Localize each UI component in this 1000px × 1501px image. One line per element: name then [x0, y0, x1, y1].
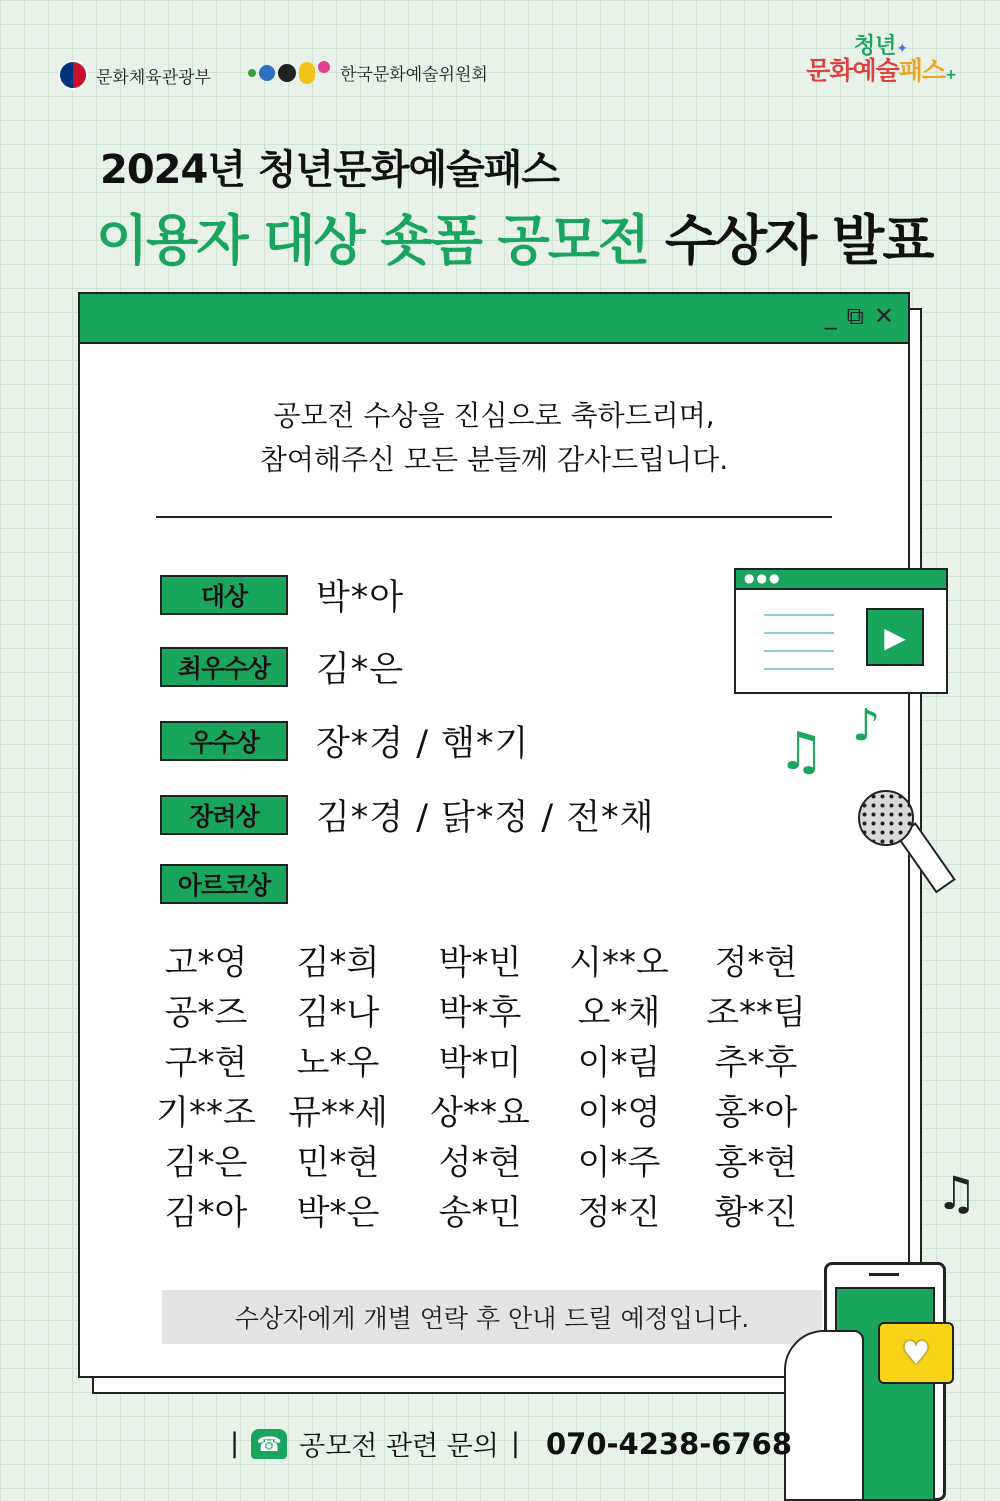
winner-name: 조**팀 [706, 992, 806, 1033]
winner-name: 김*은 [164, 1142, 248, 1183]
winner-name: 기**조 [156, 1092, 256, 1133]
award-winners: 박*아 [316, 578, 405, 618]
winner-name: 오*채 [577, 992, 661, 1033]
event-title: 2024년 청년문화예술패스 [100, 147, 560, 193]
award-row-arko [160, 864, 288, 904]
winner-name: 김*희 [296, 942, 380, 983]
brand-line2a: 문화예술 [806, 56, 899, 85]
winner-name: 박*후 [438, 992, 522, 1033]
table-row [140, 1084, 830, 1134]
restore-icon: ⧉ [846, 302, 864, 330]
ministry-name: 문화체육관광부 [96, 67, 211, 88]
winner-name: 민*현 [296, 1142, 380, 1183]
sparkle-icon: ✦ [896, 41, 909, 57]
winner-name: 고*영 [164, 942, 248, 983]
award-row-encouragement [160, 790, 654, 840]
winner-name: 김*나 [296, 992, 380, 1033]
winner-name: 박*빈 [438, 942, 522, 983]
music-note-icon: ♫ [936, 1166, 978, 1220]
award-badge: 장려상 [160, 795, 288, 835]
inquiry-footer [230, 1424, 792, 1463]
winner-name: 노*우 [296, 1042, 380, 1083]
award-badge: 대상 [160, 575, 288, 615]
award-badge: 우수상 [160, 721, 288, 761]
inquiry-label: 공모전 관련 문의 [299, 1431, 499, 1462]
brand-line1: 청년 [853, 34, 897, 59]
winner-name: 상**요 [430, 1092, 530, 1133]
winner-name: 홍*현 [714, 1142, 798, 1183]
window-titlebar [80, 294, 908, 344]
council-logo [248, 60, 488, 85]
award-winners: 장*경 / 햄*기 [316, 724, 530, 764]
award-row-merit [160, 716, 529, 766]
heart-icon: ♥ [878, 1322, 954, 1384]
award-window [78, 292, 910, 1378]
winner-name: 정*진 [577, 1192, 661, 1233]
table-row [140, 934, 830, 984]
winner-name: 이*영 [577, 1092, 661, 1133]
announcement-title [96, 198, 932, 275]
winner-name: 송*민 [438, 1192, 522, 1233]
winner-name: 박*은 [296, 1192, 380, 1233]
award-badge: 최우수상 [160, 647, 288, 687]
minimize-icon: _ [824, 302, 837, 330]
winner-name: 구*현 [164, 1042, 248, 1083]
close-icon: ✕ [873, 302, 894, 330]
winner-name: 이*주 [577, 1142, 661, 1183]
greeting-line2: 참여해주신 모든 분들께 감사드립니다. [259, 443, 729, 476]
winner-name: 김*아 [164, 1192, 248, 1233]
microphone-head-icon [858, 790, 914, 846]
video-card-illustration [734, 568, 948, 694]
taeguk-icon [58, 60, 88, 90]
brand-line2b: 패스 [898, 56, 946, 85]
sparkle-icon: + [945, 67, 956, 83]
winner-name: 추*후 [714, 1042, 798, 1083]
brand-logo [806, 36, 956, 83]
winner-name: 성*현 [438, 1142, 522, 1183]
hand-illustration [784, 1330, 864, 1501]
announcement-title-dark: 수상자 발표 [664, 209, 933, 272]
table-row [140, 1134, 830, 1184]
winner-name: 정*현 [714, 942, 798, 983]
winner-name: 이*림 [577, 1042, 661, 1083]
footer-separator: | [230, 1428, 240, 1459]
winner-name: 시**오 [569, 942, 669, 983]
award-row-excellence [160, 642, 404, 692]
divider [156, 516, 832, 518]
play-icon: ▶ [866, 608, 924, 666]
table-row [140, 984, 830, 1034]
award-winners: 김*은 [316, 650, 405, 690]
ministry-logo [58, 60, 211, 90]
music-note-icon: ♪ [852, 700, 881, 751]
winner-name: 뮤**세 [288, 1092, 388, 1133]
arko-dots-icon [248, 62, 330, 84]
table-row [140, 1184, 830, 1234]
award-badge: 아르코상 [160, 864, 288, 904]
greeting [80, 394, 908, 482]
winner-name: 공*즈 [164, 992, 248, 1033]
footer-separator: | [510, 1428, 520, 1459]
winner-name: 황*진 [714, 1192, 798, 1233]
winner-name: 홍*아 [714, 1092, 798, 1133]
greeting-line1: 공모전 수상을 진심으로 축하드리며, [273, 399, 715, 432]
video-titlebar: ●●● [736, 570, 946, 590]
phone-icon: ☎ [251, 1429, 287, 1459]
music-note-icon: ♫ [778, 722, 825, 782]
award-row-grand [160, 570, 404, 620]
award-winners: 김*경 / 닭*정 / 전*채 [316, 798, 655, 838]
contact-notice: 수상자에게 개별 연락 후 안내 드릴 예정입니다. [162, 1290, 822, 1344]
announcement-title-green: 이용자 대상 숏폼 공모전 [96, 209, 649, 272]
council-name: 한국문화예술위원회 [340, 65, 488, 85]
table-row [140, 1034, 830, 1084]
phone-number: 070-4238-6768 [545, 1426, 793, 1461]
arko-winner-grid [140, 934, 830, 1234]
winner-name: 박*미 [438, 1042, 522, 1083]
